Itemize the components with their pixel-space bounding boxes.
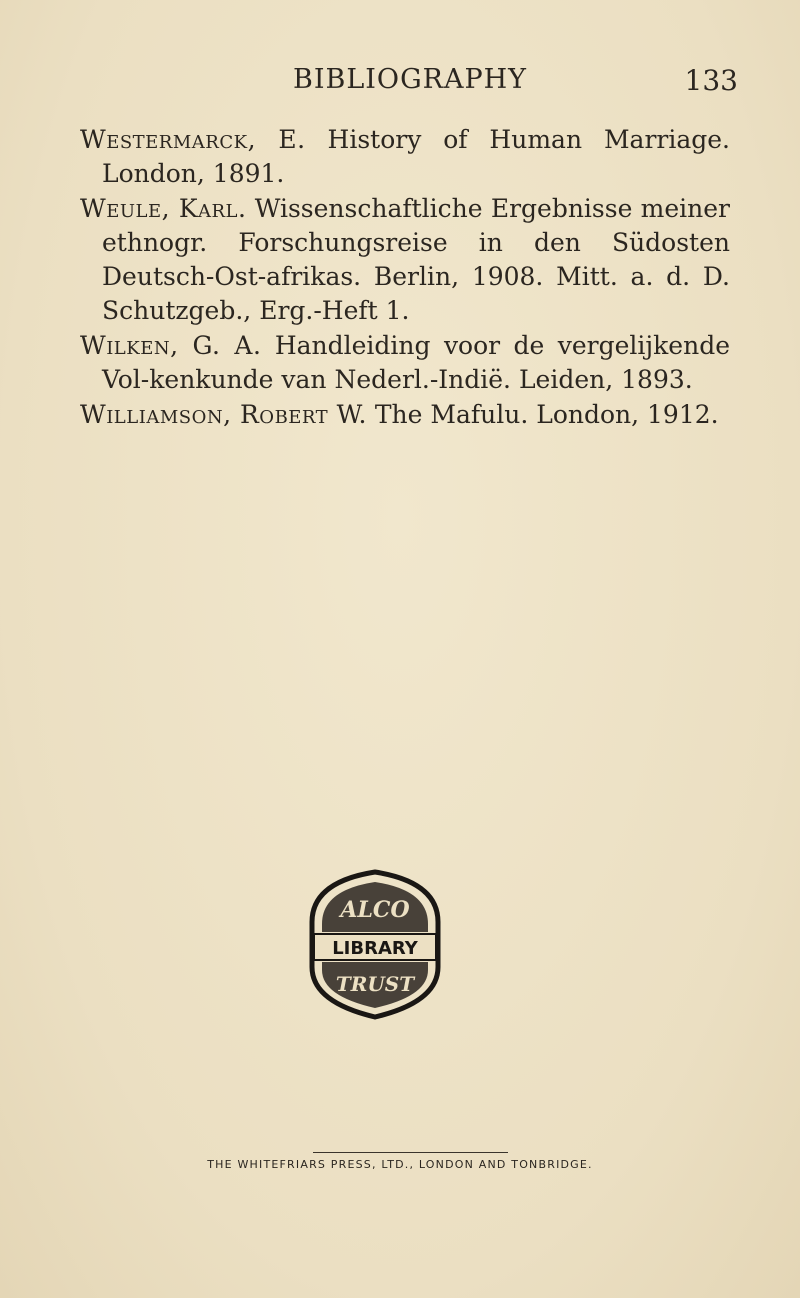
page-number: 133 xyxy=(684,64,738,97)
entry-text: History of Human Marriage. London, 1891. xyxy=(102,125,730,188)
bibliography-entry xyxy=(80,123,730,191)
entry-author: Williamson, Robert W. xyxy=(80,400,367,429)
stamp-bottom-text: TRUST xyxy=(335,972,415,996)
bibliography-entry xyxy=(80,192,730,328)
entry-author: Wilken, G. A. xyxy=(80,331,262,360)
library-stamp-logo xyxy=(300,862,450,1027)
footer-rule xyxy=(313,1152,508,1153)
stamp-top-text: ALCO xyxy=(340,897,410,923)
printer-imprint: THE WHITEFRIARS PRESS, LTD., LONDON AND TONBRIDGE. xyxy=(207,1158,593,1171)
bibliography-list xyxy=(80,123,730,433)
stamp-center-text: LIBRARY xyxy=(332,938,418,959)
entry-text: Handleiding voor de vergelijkende Vol-kenkunde van Nederl.-Indië. Leiden, 1893. xyxy=(102,331,730,394)
bibliography-entry xyxy=(80,329,730,397)
bibliography-entry xyxy=(80,398,730,432)
entry-text: Wissenschaftliche Ergebnisse meiner ethnogr. Forschungsreise in den Südosten Deutsch-Ost-afrikas. Berlin, 1908. Mitt. a. d. D. Schutzgeb., Erg.-Heft 1. xyxy=(102,194,730,325)
entry-author: Weule, Karl. xyxy=(80,194,247,223)
entry-author: Westermarck, E. xyxy=(80,125,306,154)
entry-text: The Mafulu. London, 1912. xyxy=(366,400,719,429)
running-head: BIBLIOGRAPHY xyxy=(292,64,527,95)
page-header xyxy=(80,64,740,104)
